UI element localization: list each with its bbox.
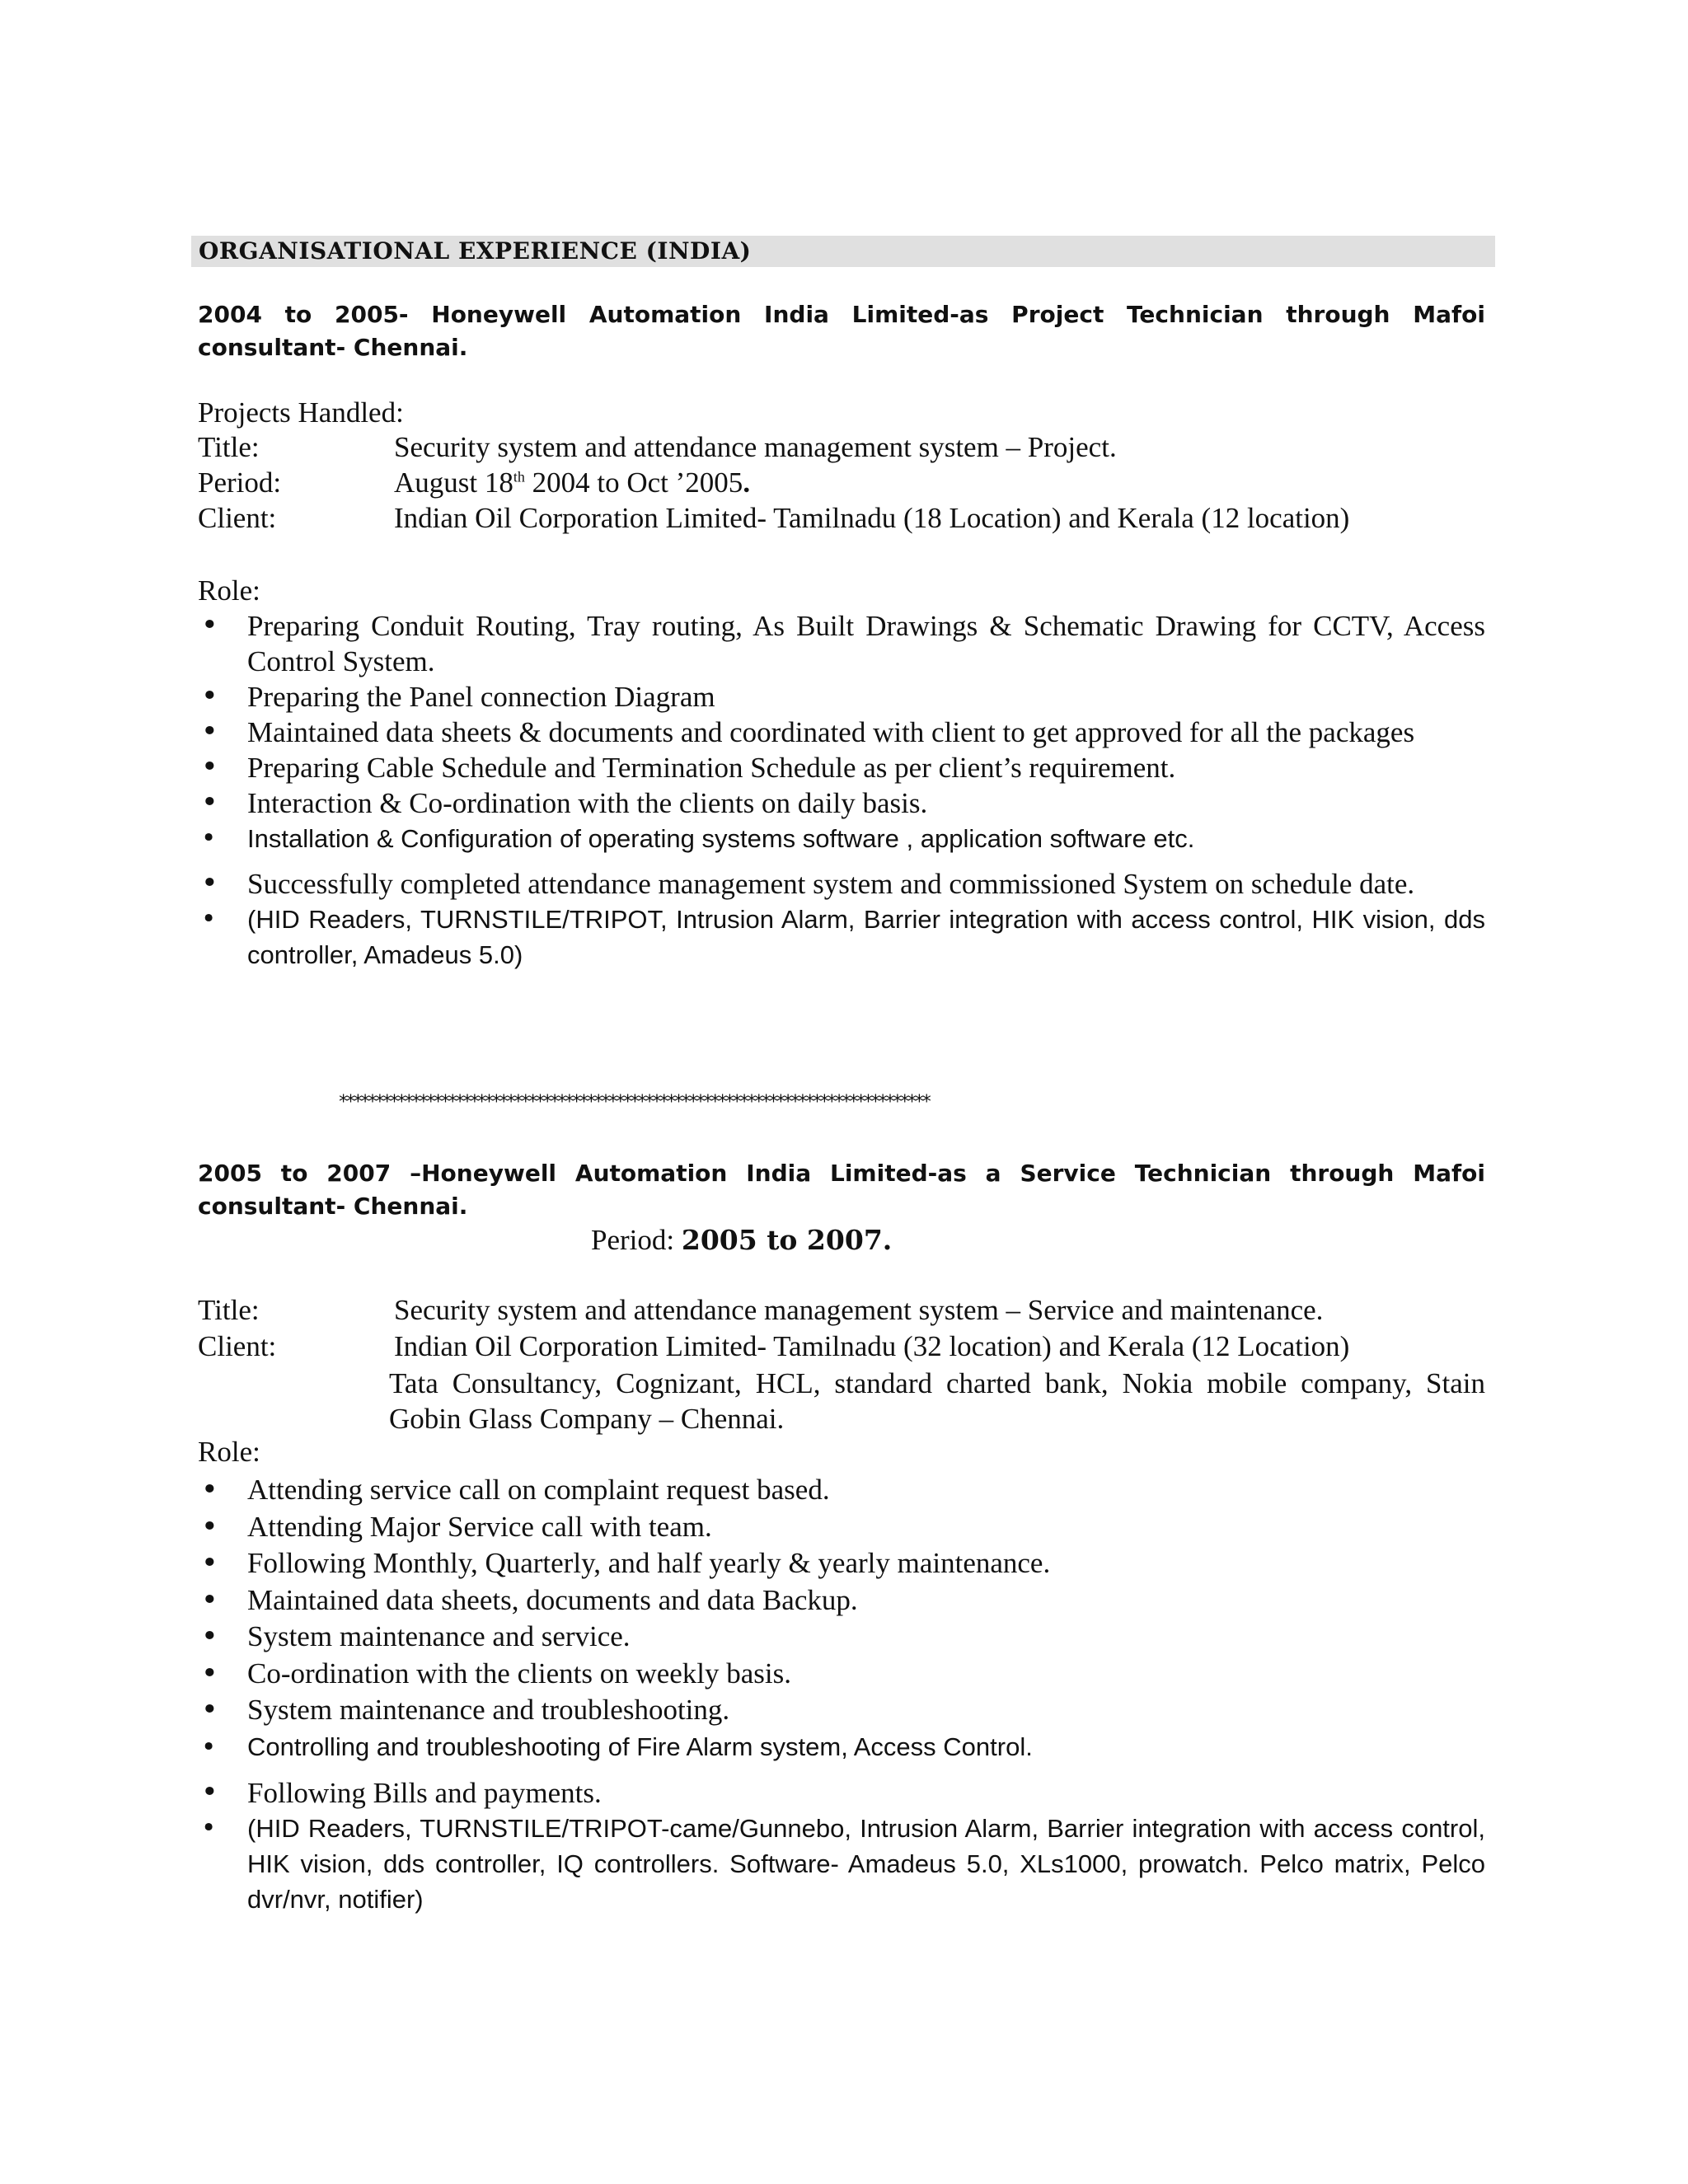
job1-role-label: Role:	[198, 574, 260, 607]
list-item: • Maintained data sheets & documents and coordinated with client to get approved for all the packages	[201, 715, 1415, 748]
list-item: • Installation & Configuration of operating systems software , application software etc.	[201, 823, 1195, 853]
list-item: • System maintenance and troubleshooting.	[201, 1694, 730, 1727]
list-item: • Preparing Conduit Routing, Tray routing, As Built Drawings & Schematic Drawing for CCTV, Access Control System.	[201, 609, 1485, 677]
job2-client-line1: Indian Oil Corporation Limited- Tamilnadu (32 location) and Kerala (12 Location)	[394, 1330, 1350, 1362]
list-item: • Attending service call on complaint request based.	[201, 1474, 830, 1507]
job1-period-label: Period:	[198, 466, 282, 499]
list-item: • Successfully completed attendance management system and commissioned System on schedule date.	[201, 867, 1415, 900]
list-item: • Co-ordination with the clients on weekly basis.	[201, 1657, 792, 1690]
job1-period-sup: th	[513, 468, 525, 485]
list-item: • Controlling and troubleshooting of Fire Alarm system, Access Control.	[201, 1732, 1033, 1762]
projects-handled-label: Projects Handled:	[198, 396, 404, 429]
list-item: • Preparing the Panel connection Diagram	[201, 680, 715, 713]
job1-client-value: Indian Oil Corporation Limited- Tamilnadu (18 Location) and Kerala (12 location)	[394, 502, 1350, 534]
job1-title-value: Security system and attendance management system – Project.	[394, 431, 1117, 463]
job1-title-label: Title:	[198, 431, 260, 463]
job1-period-value	[394, 466, 750, 499]
list-item: • Maintained data sheets, documents and data Backup.	[201, 1583, 858, 1617]
job2-title-label: Title:	[198, 1294, 260, 1326]
separator-stars: *********************************************************************************	[338, 1092, 929, 1113]
job1-period-pre: August 18	[394, 466, 513, 499]
job2-period-value: 2005 to 2007.	[681, 1224, 893, 1256]
job2-role-list	[198, 1472, 1485, 1917]
list-item: • Following Monthly, Quarterly, and half yearly & yearly maintenance.	[201, 1547, 1051, 1580]
job2-client-label: Client:	[198, 1330, 277, 1362]
list-item: • Interaction & Co-ordination with the clients on daily basis.	[201, 786, 928, 819]
list-item: • Preparing Cable Schedule and Termination Schedule as per client’s requirement.	[201, 751, 1176, 784]
job1-role-list	[198, 608, 1485, 972]
job2-heading: 2005 to 2007 –Honeywell Automation India Limited-as a Service Technician through Mafoi consultant- Chennai.	[198, 1160, 1485, 1220]
job1-client-label: Client:	[198, 502, 277, 534]
job2-period-label: Period:	[591, 1224, 682, 1256]
job1-period-post: 2004 to Oct ’2005	[524, 466, 743, 499]
job2-role-label: Role:	[198, 1436, 260, 1468]
job2-client-line2: Tata Consultancy, Cognizant, HCL, standard charted bank, Nokia mobile company, Stain Gobin Glass Company – Chennai.	[389, 1367, 1485, 1435]
list-item: • (HID Readers, TURNSTILE/TRIPOT, Intrusion Alarm, Barrier integration with access control, HIK vision, dds controller, Amadeus 5.0)	[201, 904, 1485, 969]
list-item: • (HID Readers, TURNSTILE/TRIPOT-came/Gunnebo, Intrusion Alarm, Barrier integration with access control, HIK vision, dds controller, IQ controllers. Software- Amadeus 5.0, XLs1000, prowatch. Pelco matrix, Pelco dvr/nvr, notifier)	[201, 1813, 1485, 1914]
job2-title-value: Security system and attendance management system – Service and maintenance.	[394, 1294, 1324, 1326]
list-item: • System maintenance and service.	[201, 1620, 631, 1653]
section-heading: ORGANISATIONAL EXPERIENCE (INDIA)	[199, 237, 752, 265]
job1-heading: 2004 to 2005- Honeywell Automation India Limited-as Project Technician through Mafoi consultant- Chennai.	[198, 301, 1485, 361]
job2-period	[591, 1224, 892, 1257]
list-item: • Attending Major Service call with team.	[201, 1510, 712, 1544]
list-item: • Following Bills and payments.	[201, 1776, 602, 1809]
job1-period-end: .	[743, 466, 751, 499]
